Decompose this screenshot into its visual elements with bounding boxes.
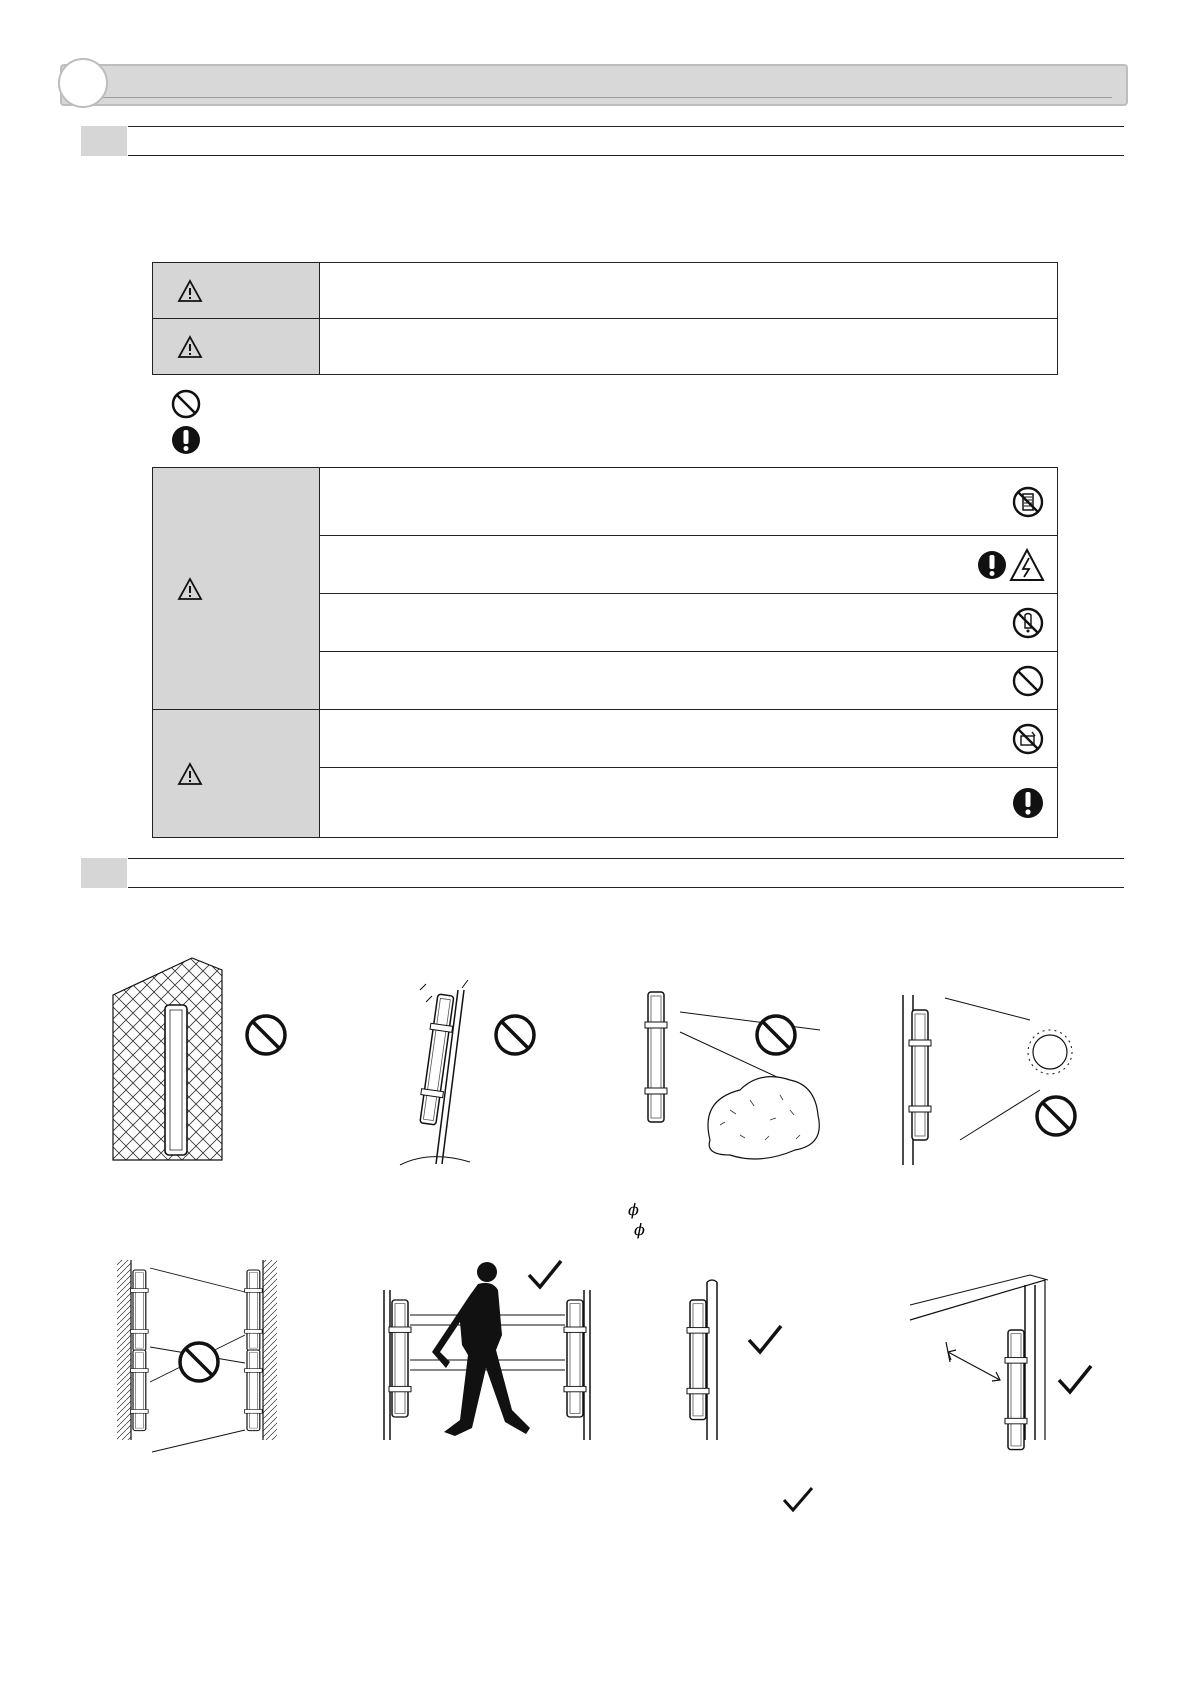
legend-row-warning <box>153 263 1058 319</box>
phi-symbol-2: ϕ <box>634 1220 645 1239</box>
no-disassembly-icon <box>1011 485 1045 519</box>
illustration-person-crossing-beams <box>384 1262 590 1440</box>
precaution-cell-1 <box>320 468 1058 536</box>
check-mark-icon <box>1059 1366 1091 1392</box>
section-2-marker <box>81 858 127 888</box>
section-1-bottom-rule <box>128 155 1124 156</box>
section-1-marker <box>81 126 127 156</box>
precaution-cell-3 <box>320 594 1058 652</box>
warning-triangle-icon <box>177 577 203 601</box>
prohibition-icon <box>1011 664 1045 698</box>
section-1-top-rule <box>128 126 1124 127</box>
illustration-obstacle-bush <box>645 992 820 1159</box>
check-mark-icon <box>780 1484 816 1514</box>
precaution-cell-4 <box>320 652 1058 710</box>
precaution-header-warning <box>153 468 320 710</box>
prohibition-icon <box>247 1016 285 1054</box>
precaution-row-5 <box>153 710 1058 768</box>
legend-header-warning <box>153 263 320 319</box>
signal-word-legend-table <box>152 262 1058 375</box>
illustration-unstable-pole <box>400 980 470 1165</box>
prohibition-icon <box>496 1016 534 1054</box>
legend-row-caution <box>153 319 1058 375</box>
precaution-cell-5 <box>320 710 1058 768</box>
mandatory-icon <box>170 424 202 456</box>
illustration-mesh-fence <box>113 958 222 1160</box>
legend-header-caution <box>153 319 320 375</box>
chapter-number-circle <box>58 58 108 108</box>
no-wet-hands-icon <box>1011 606 1045 640</box>
prohibition-icon <box>1037 1097 1075 1135</box>
prohibition-icon <box>180 1343 218 1381</box>
precaution-row-1 <box>153 468 1058 536</box>
safety-precautions-table <box>152 467 1058 838</box>
precaution-header-caution <box>153 710 320 838</box>
precaution-cell-6 <box>320 768 1058 838</box>
warning-triangle-icon <box>177 279 203 303</box>
illustration-wall-clearance <box>910 1275 1048 1450</box>
check-mark-icon <box>749 1326 781 1352</box>
warning-triangle-icon <box>177 762 203 786</box>
prohibition-icon <box>170 388 202 420</box>
chapter-title-bar <box>60 64 1128 106</box>
sun-icon <box>1028 1030 1072 1074</box>
no-water-icon <box>1011 722 1045 756</box>
warning-triangle-icon <box>177 335 203 359</box>
check-mark-icon <box>529 1261 561 1287</box>
phi-symbol-1: ϕ <box>628 1200 639 1219</box>
illustration-pole-mount <box>687 1280 717 1440</box>
section-2-top-rule <box>128 858 1124 859</box>
title-bar-underline <box>102 97 1112 98</box>
precaution-cell-2 <box>320 536 1058 594</box>
mandatory-icon <box>1011 786 1045 820</box>
prohibition-icon <box>757 1016 795 1054</box>
electric-shock-icon <box>1009 548 1045 582</box>
installation-illustrations <box>0 950 1190 1470</box>
legend-text-caution <box>320 319 1058 375</box>
legend-text-warning <box>320 263 1058 319</box>
person-walking-figure <box>432 1262 530 1436</box>
section-2-bottom-rule <box>128 887 1124 888</box>
illustration-direct-sunlight <box>903 995 1072 1165</box>
mandatory-icon <box>977 548 1007 582</box>
